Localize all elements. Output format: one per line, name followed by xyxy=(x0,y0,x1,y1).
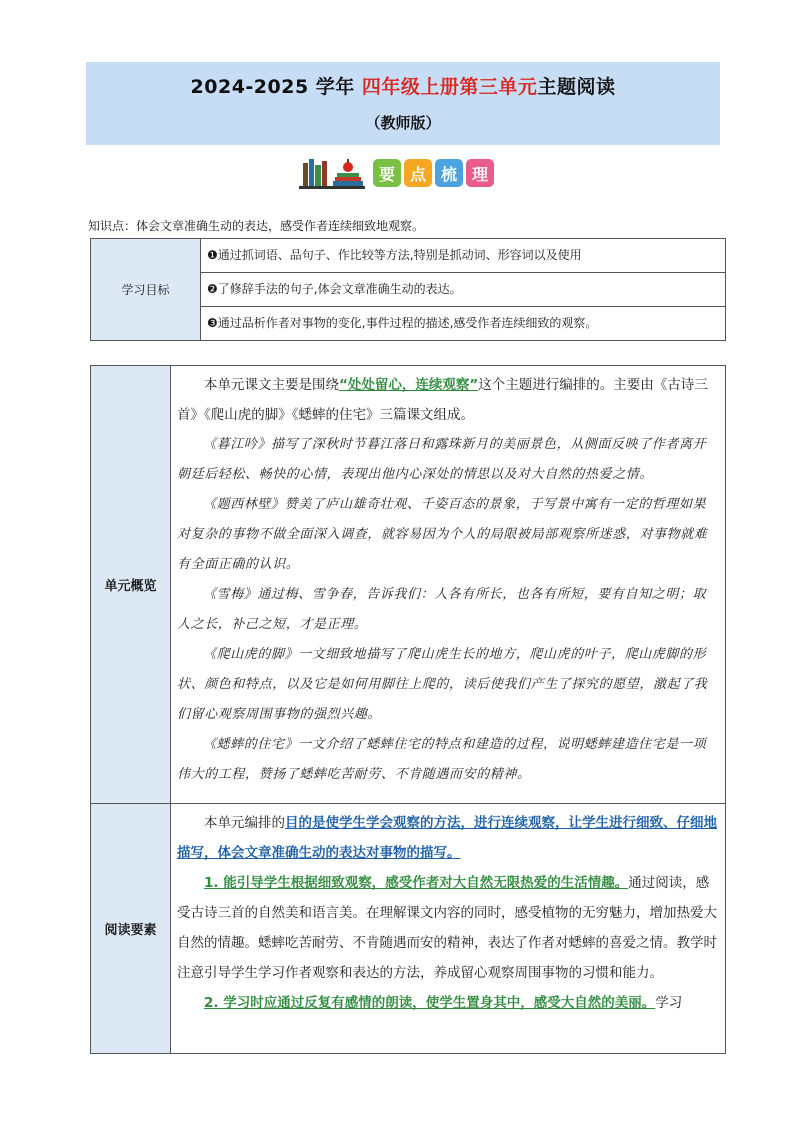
title-suffix: 主题阅读 xyxy=(537,76,616,98)
page-subtitle: （教师版） xyxy=(365,114,441,132)
reading-goal: 目的是使学生学会观察的方法，进行连续观察，让学生进行细致、仔细地描写，体会文章准确生动的表达对事物的描写。 xyxy=(177,815,717,861)
reading-content xyxy=(171,804,726,1054)
goals-label: 学习目标 xyxy=(91,239,201,341)
overview-content xyxy=(171,366,726,804)
books-icon xyxy=(297,155,369,190)
overview-label: 单元概览 xyxy=(91,366,171,804)
goal-item: ❷了修辞手法的句子,体会文章准确生动的表达。 xyxy=(201,273,726,307)
tile-shu: 梳 xyxy=(435,159,463,187)
title-grade-unit: 四年级上册第三单元 xyxy=(361,76,538,98)
unit-content-table xyxy=(90,365,726,1054)
knowledge-point: 知识点：体会文章准确生动的表达，感受作者连续细致地观察。 xyxy=(88,219,425,233)
overview-paragraph: 《爬山虎的脚》一文细致地描写了爬山虎生长的地方，爬山虎的叶子，爬山虎脚的形状、颜色和特点，以及它是如何用脚往上爬的，读后使我们产生了探究的愿望，激起了我们留心观察周围事物的强烈兴趣。 xyxy=(177,647,708,722)
goal-item: ❶通过抓词语、品句子、作比较等方法,特别是抓动词、形容词以及使用 xyxy=(201,239,726,273)
key-points-badge xyxy=(297,155,503,190)
overview-paragraph: 《暮江吟》描写了深秋时节暮江落日和露珠新月的美丽景色，从侧面反映了作者离开朝廷后轻松、畅快的心情，表现出他内心深处的情思以及对大自然的热爱之情。 xyxy=(177,437,707,482)
reading-intro: 本单元编排的目的是使学生学会观察的方法，进行连续观察，让学生进行细致、仔细地描写，体会文章准确生动的表达对事物的描写。 xyxy=(177,815,717,861)
reading-label: 阅读要素 xyxy=(91,804,171,1054)
overview-paragraph: 《蟋蟀的住宅》一文介绍了蟋蟀住宅的特点和建造的过程，说明蟋蟀建造住宅是一项伟大的工程，赞扬了蟋蟀吃苦耐劳、不肯随遇而安的精神。 xyxy=(177,737,707,782)
overview-paragraph: 《题西林壁》赞美了庐山雄奇壮观、千姿百态的景象，于写景中寓有一定的哲理如果对复杂的事物不做全面深入调查，就容易因为个人的局限被局部观察所迷惑，对事物就难有全面正确的认识。 xyxy=(177,497,708,572)
tile-li: 理 xyxy=(466,159,494,187)
tile-yao: 要 xyxy=(373,159,401,187)
overview-theme: “处处留心，连续观察” xyxy=(339,377,479,393)
reading-point-1: 1. 能引导学生根据细致观察，感受作者对大自然无限热爱的生活情趣。通过阅读，感受古诗三首的自然美和语言美。在理解课文内容的同时，感受植物的无穷魅力，增加热爱大自然的情趣。蟋蟀吃苦耐劳、不肯随遇而安的精神，表达了作者对蟋蟀的喜爱之情。教学时注意引导学生学习作者观察和表达的方法，养成留心观察周围事物的习惯和能力。 xyxy=(177,875,717,981)
header-banner xyxy=(86,62,720,145)
goal-item: ❸通过品析作者对事物的变化,事件过程的描述,感受作者连续细致的观察。 xyxy=(201,307,726,341)
tile-dian: 点 xyxy=(404,159,432,187)
title-prefix: 2024-2025 学年 xyxy=(190,76,355,98)
overview-intro: 本单元课文主要是围绕“处处留心，连续观察”这个主题进行编排的。主要由《古诗三首》《爬山虎的脚》《蟋蟀的住宅》三篇课文组成。 xyxy=(177,377,708,423)
reading-point-2: 2. 学习时应通过反复有感情的朗读，使学生置身其中，感受大自然的美丽。学习 xyxy=(204,995,683,1011)
learning-goals-table xyxy=(90,238,726,341)
page-title xyxy=(86,72,720,99)
overview-paragraph: 《雪梅》通过梅、雪争春，告诉我们：人各有所长，也各有所短，要有自知之明；取人之长，补己之短，才是正理。 xyxy=(177,587,707,632)
